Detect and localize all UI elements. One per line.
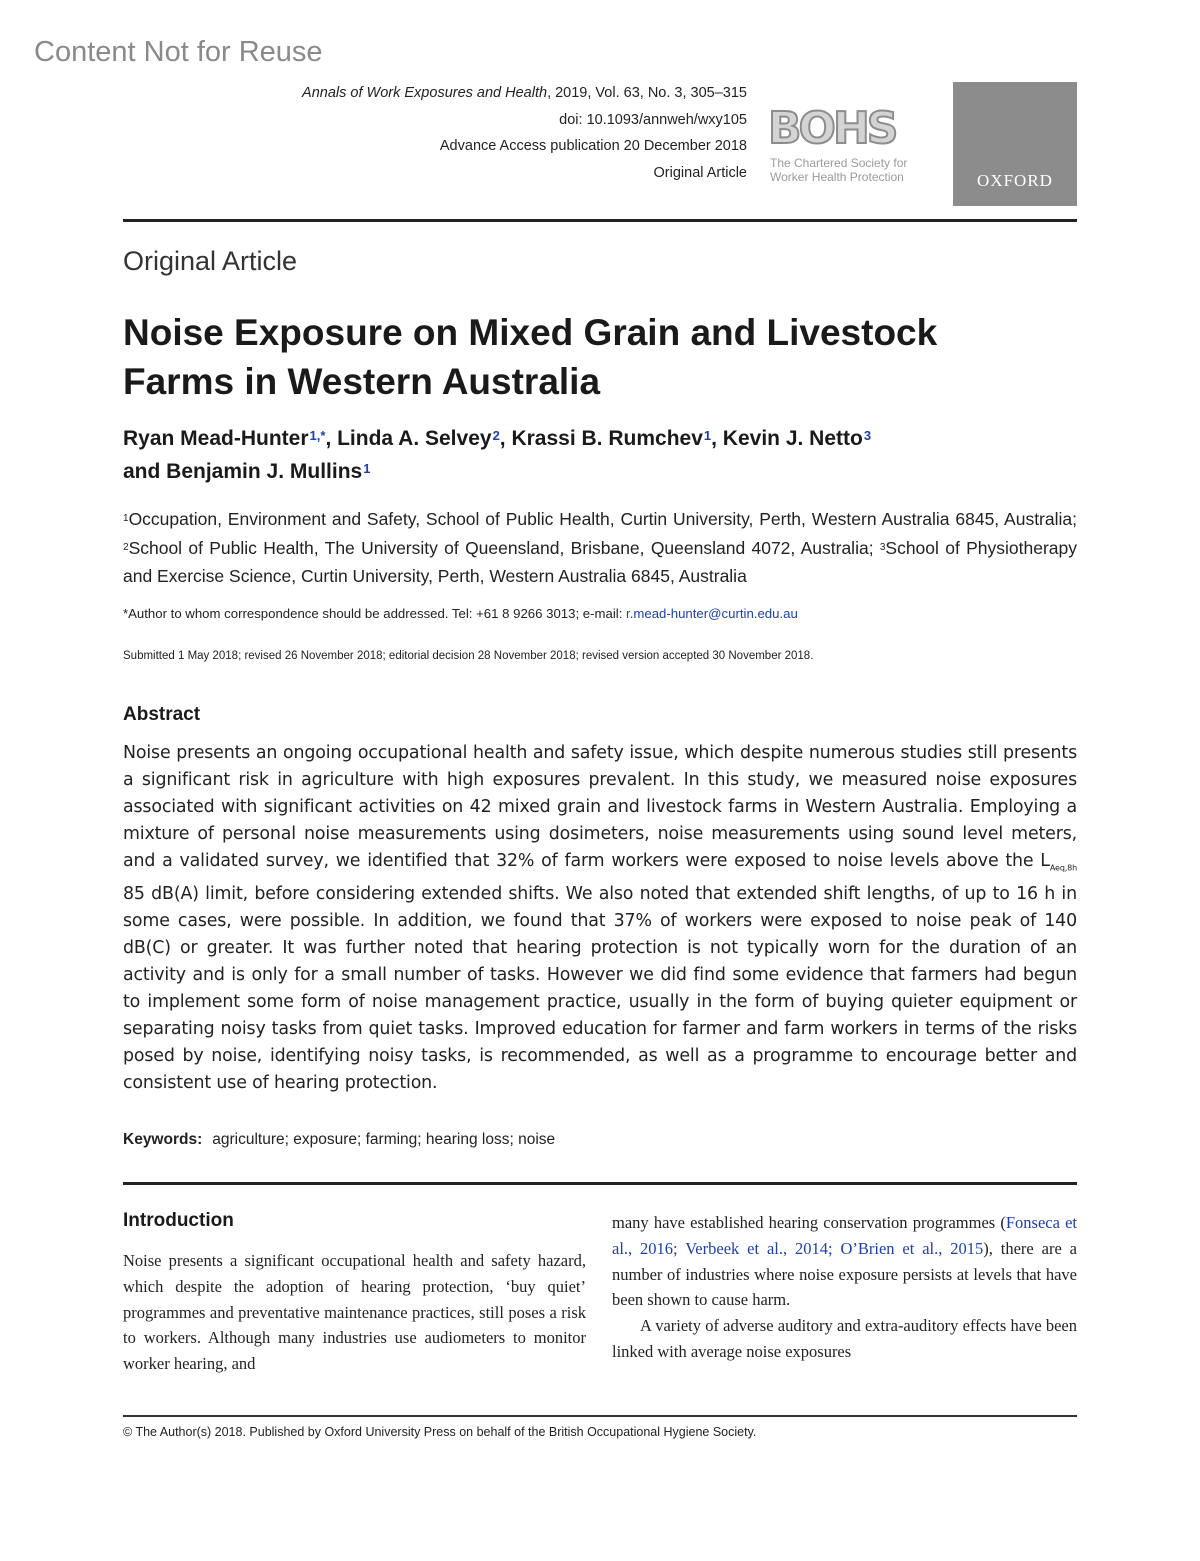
author [723, 427, 871, 450]
bohs-logo-mark: BOHS [768, 103, 896, 154]
article-title [123, 308, 1063, 406]
citation-link[interactable]: Fonseca et al., 2016 [612, 1213, 1077, 1258]
header-rule [123, 219, 1077, 222]
author-affiliation-mark[interactable]: 1,* [309, 428, 326, 443]
copyright-footer: © The Author(s) 2018. Published by Oxford University Press on behalf of the British Occupational Hygiene Society. [123, 1425, 757, 1439]
email-link[interactable]: r.mead-hunter@curtin.edu.au [626, 606, 798, 621]
keywords-list: agriculture; exposure; farming; hearing loss; noise [212, 1131, 556, 1148]
author-name: Linda A. Selvey [337, 427, 492, 450]
bohs-logo [768, 103, 938, 188]
header-article-type: Original Article [653, 164, 747, 181]
paragraph: A variety of adverse auditory and extra-auditory effects have been linked with average noise exposures [612, 1316, 1077, 1361]
bohs-tagline [770, 156, 907, 184]
author-affiliation-mark[interactable]: 2 [492, 428, 500, 443]
paragraph: Noise presents a significant occupational health and safety hazard, which despite the adoption of hearing protection, ‘buy quiet’ programmes and preventative maintenance practices, still poses a risk to workers. Although many industries use audiometers to monitor worker hearing, and [123, 1251, 586, 1374]
oxford-logo [953, 82, 1077, 206]
journal-volume: , 2019, Vol. 63, No. 3, 305–315 [547, 85, 747, 101]
footer-rule [123, 1415, 1077, 1417]
journal-name: Annals of Work Exposures and Health [302, 85, 548, 101]
journal-meta [302, 80, 747, 186]
keywords [123, 1131, 555, 1149]
introduction-left-column [123, 1248, 586, 1377]
author-name: and Benjamin J. Mullins [123, 460, 363, 483]
affiliation: School of Physiotherapy and Exercise Science, Curtin University, Perth, Western Australia 6845, Australia [123, 537, 1077, 586]
author: Ryan Mead-Hunter$^{1,*}$, [123, 427, 338, 450]
author-name: Ryan Mead-Hunter [123, 427, 309, 450]
author-affiliation-mark[interactable]: 1 [703, 428, 712, 443]
submission-history: Submitted 1 May 2018; revised 26 November 2018; editorial decision 28 November 2018; revised version accepted 30 November 2018. [123, 650, 814, 662]
doi: doi: 10.1093/annweh/wxy105 [559, 111, 747, 128]
abstract-text: Noise presents an ongoing occupational health and safety issue, which despite numerous studies still presents a significant risk in agriculture with high exposures prevalent. In this study, we measured noise exposures associated with significant activities on 42 mixed grain and livestock farms in Western Australia. Employing a mixture of personal noise measurements using dosimeters, noise measurements using sound level meters, and a validated survey, we identified that 32% of farm workers were exposed to noise levels above the $L_{Aeq,8h}$ 85 dB(A) limit, before considering extended shifts. We also noted that extended shift lengths, of up to 16 h in some cases, were possible. In addition, we found that 37% of workers were exposed to noise peak of 140 dB(C) or greater. It was further noted that hearing protection is not typically worn for the duration of an activity and is only for a small number of tasks. However we did find some evidence that farmers had begun to implement some form of noise management practice, usually in the form of buying quieter equipment or separating noisy tasks from quiet tasks. Improved education for farmer and farm workers in terms of the risks posed by noise, identifying noisy tasks, is recommended, as well as a programme to encourage better and consistent use of hearing protection. [123, 743, 1077, 1094]
keywords-label: Keywords: [123, 1131, 203, 1148]
title-line-1: Noise Exposure on Mixed Grain and Livestock [123, 312, 938, 353]
title-line-2: Farms in Western Australia [123, 361, 601, 402]
advance-access: Advance Access publication 20 December 2018 [439, 138, 747, 154]
author: Linda A. Selvey$^2$, [337, 427, 512, 450]
paragraph: many have established hearing conservation programmes (Fonseca et al., 2016; Verbeek et al., 2014; O’Brien et al., 2015), there are a number of industries where noise exposure persists at levels that have been shown to cause harm. [612, 1213, 1077, 1310]
author-affiliation-mark[interactable]: 3 [863, 428, 872, 443]
affiliation: Occupation, Environment and Safety, School of Public Health, Curtin University, Perth, Western Australia 6845, Australia; [128, 509, 1077, 529]
abstract-rule [123, 1182, 1077, 1185]
introduction-right-column [612, 1210, 1077, 1365]
bohs-tagline-line1: The Chartered Society for [770, 156, 908, 170]
introduction-heading: Introduction [123, 1210, 234, 1231]
author [123, 460, 370, 483]
oxford-logo-text: OXFORD [977, 171, 1053, 190]
journal-citation [302, 80, 747, 107]
author-name: Krassi B. Rumchev [511, 427, 703, 450]
author: Krassi B. Rumchev$^1$, [511, 427, 723, 450]
citation-link[interactable]: O’Brien et al., 2015 [840, 1238, 984, 1258]
affiliation: School of Public Health, The University of Queensland, Brisbane, Queensland 4072, Australia; [128, 537, 880, 558]
abstract-heading: Abstract [123, 704, 201, 725]
affiliations: $^1$Occupation, Environment and Safety, School of Public Health, Curtin University, Perth, Western Australia 6845, Australia; $^2$School of Public Health, The University of Queensland, Brisbane, Queensland 4072, Australia; $^3$School of Physiotherapy and Exercise Science, Curtin University, Perth, Western Australia 6845, Australia [123, 509, 1077, 586]
bohs-tagline-line2: Worker Health Protection [770, 170, 904, 184]
citation-link[interactable]: Verbeek et al., 2014 [685, 1238, 828, 1258]
correspondence: *Author to whom correspondence should be addressed. Tel: +61 8 9266 3013; e-mail: r.mead-hunter@curtin.edu.au [123, 606, 798, 621]
author-name: Kevin J. Netto [722, 427, 863, 450]
author-list [123, 422, 1077, 488]
article-type-heading: Original Article [123, 246, 298, 276]
watermark: Content Not for Reuse [34, 36, 323, 68]
author-affiliation-mark[interactable]: 1 [363, 461, 371, 476]
